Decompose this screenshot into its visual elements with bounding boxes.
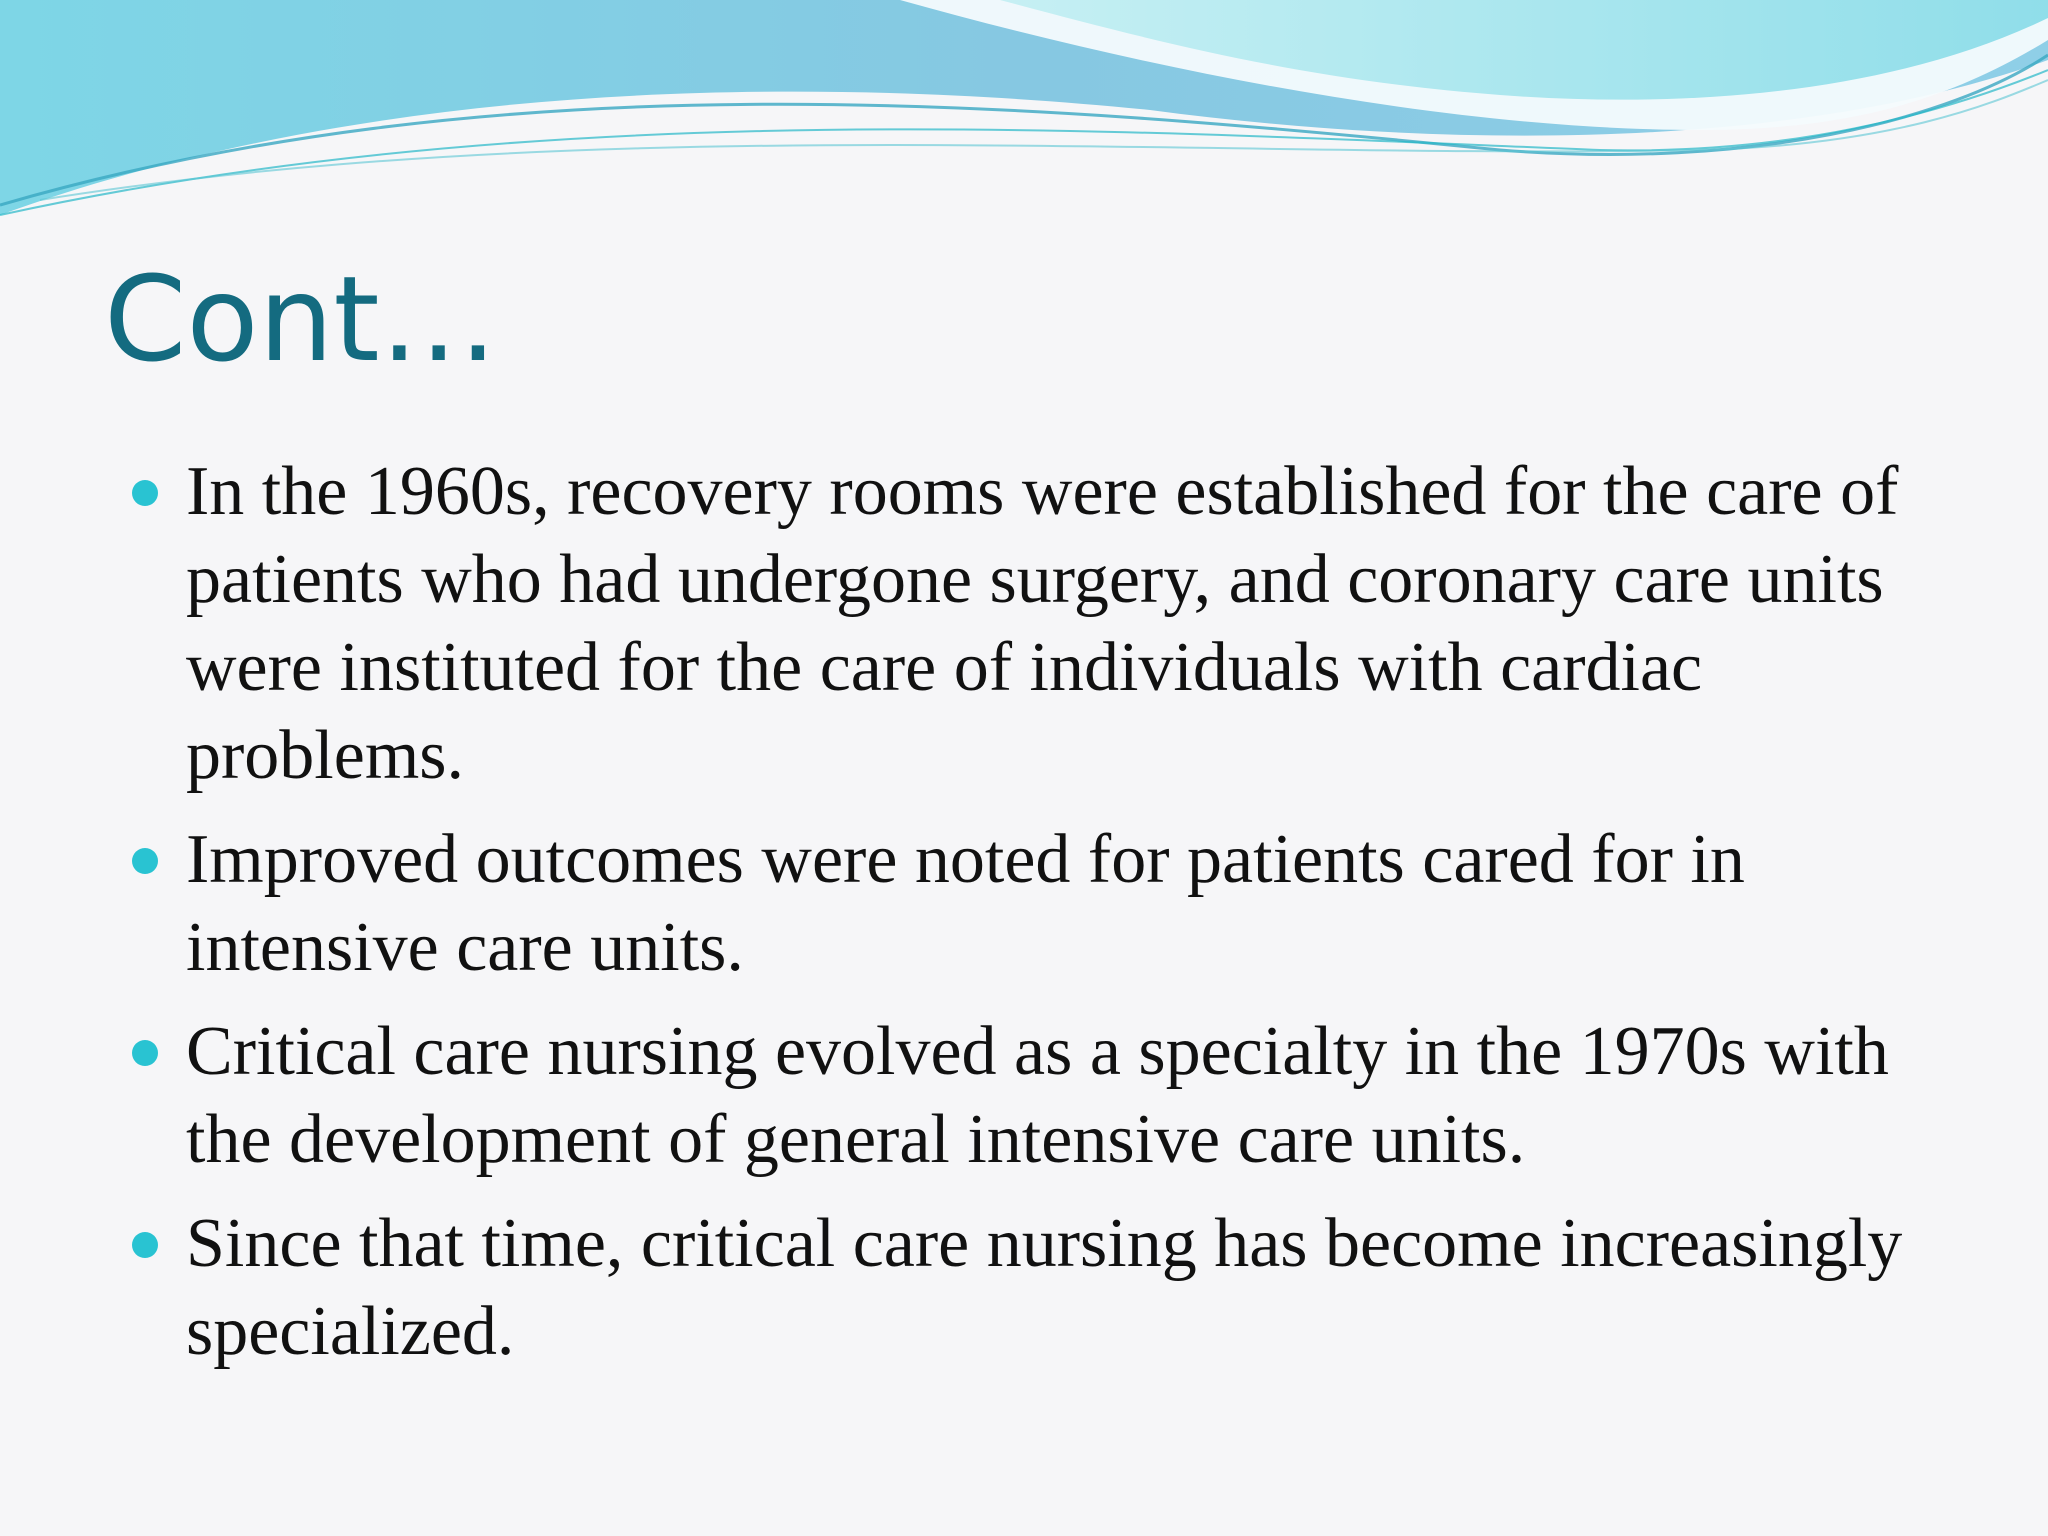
bullet-text: Since that time, critical care nursing has become increasingly specialized.: [186, 1205, 1903, 1370]
slide-title: Cont…: [104, 250, 498, 388]
bullet-item: [130, 448, 1930, 800]
bullet-dot-icon: [132, 480, 158, 506]
bullet-text: Improved outcomes were noted for patients cared for in intensive care units.: [186, 821, 1745, 986]
header-wave-decoration: [0, 0, 2048, 240]
bullet-list: [130, 448, 1930, 1392]
bullet-item: [130, 816, 1930, 992]
bullet-text: Critical care nursing evolved as a specialty in the 1970s with the development of general intensive care units.: [186, 1013, 1889, 1178]
bullet-text: In the 1960s, recovery rooms were established for the care of patients who had undergone surgery, and coronary care units were instituted for the care of individuals with cardiac problems.: [186, 453, 1899, 794]
bullet-dot-icon: [132, 1040, 158, 1066]
bullet-item: [130, 1200, 1930, 1376]
bullet-dot-icon: [132, 1232, 158, 1258]
bullet-dot-icon: [132, 848, 158, 874]
bullet-item: [130, 1008, 1930, 1184]
